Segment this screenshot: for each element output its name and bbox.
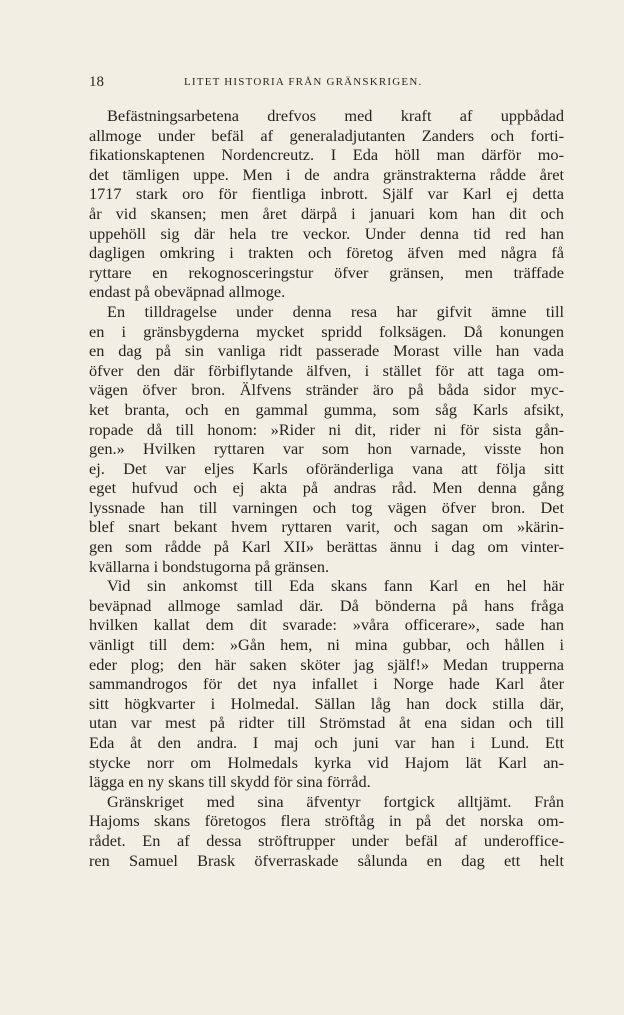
text-line: 1717 stark oro för fientliga inbrott. Själf var Karl ej detta (89, 184, 564, 204)
text-line: kvällarna i bondstugorna på gränsen. (89, 556, 330, 576)
text-line: Hajoms skans företogos flera ströftåg in på det norska om- (89, 811, 564, 831)
body-text (89, 106, 564, 870)
text-line: rådet. En af dessa ströftrupper under befäl af underoffice- (89, 830, 564, 850)
text-line: En tilldragelse under denna resa har gifvit ämne till (107, 301, 564, 321)
text-line: stycke norr om Holmedals kyrka vid Hajom lät Karl an- (89, 752, 564, 772)
text-line: Eda åt den andra. I maj och juni var han i Lund. Ett (89, 733, 564, 752)
text-line: ren Samuel Brask öfverraskade sålunda en dag ett helt (89, 850, 564, 870)
text-line: eder plog; den här saken sköter jag själf!» Medan trupperna (89, 654, 564, 674)
text-line: hvilken kallat dem dit svarade: »våra officerare», sade han (89, 615, 564, 635)
running-title: LITET HISTORIA FRÅN GRÄNSKRIGEN. (184, 76, 423, 88)
text-line: ej. Det var eljes Karls oföränderliga vana att följa sitt (89, 458, 564, 478)
text-line: öfver den där förbiflytande älfven, i stället för att taga om- (89, 360, 564, 380)
text-line: lägga en ny skans till skydd för sina förråd. (89, 772, 371, 792)
page-number: 18 (89, 74, 104, 90)
text-line: Befästningsarbetena drefvos med kraft af uppbådad (107, 106, 564, 125)
text-line: ket branta, och en gammal gumma, som såg Karls afsikt, (89, 399, 564, 419)
text-line: sammandrogos för det nya infallet i Norge hade Karl åter (89, 674, 564, 694)
text-line: gen.» Hvilken ryttaren var som hon varnade, visste hon (89, 439, 564, 459)
text-line: dagligen omkring i trakten och företog äfven med några få (89, 243, 564, 263)
text-line: det tämligen uppe. Men i de andra gränstrakterna rådde året (89, 164, 564, 184)
text-line: lyssnade han till varningen och tog vägen öfver bron. Det (89, 497, 564, 517)
text-line: fikationskaptenen Nordencreutz. I Eda höll man därför mo- (89, 145, 564, 165)
text-line: vänligt till dem: »Gån hem, ni mina gubbar, och hållen i (89, 635, 564, 655)
text-line: Gränskriget med sina äfventyr fortgick alltjämt. Från (107, 791, 564, 811)
text-line: gen som rådde på Karl XII» berättas ännu i dag om vinter- (89, 537, 564, 557)
text-line: utan var mest på ridter till Strömstad åt ena sidan och till (89, 713, 564, 733)
text-line: en i gränsbygderna mycket spridd folksägen. Då konungen (89, 321, 564, 341)
text-line: vägen öfver bron. Älfvens stränder äro på båda sidor myc- (89, 380, 564, 400)
text-line: eget hufvud och ej akta på andras råd. Men denna gång (89, 478, 564, 498)
text-line: en dag på sin vanliga ridt passerade Morast ville han vada (89, 341, 564, 361)
page-header (89, 74, 564, 94)
text-line: ryttare en rekognosceringstur öfver gränsen, men träffade (89, 262, 564, 282)
text-line: blef snart bekant hvem ryttaren varit, och sagan om »kärin- (89, 517, 564, 537)
text-line: beväpnad allmoge samlad där. Då bönderna på hans fråga (89, 595, 564, 615)
text-line: endast på obeväpnad allmoge. (89, 282, 286, 302)
text-line: år vid skansen; men året därpå i januari kom han dit och (89, 203, 564, 223)
text-line: ropade då till honom: »Rider ni dit, rider ni för sista gån- (89, 419, 564, 439)
text-line: uppehöll sig där hela tre veckor. Under denna tid red han (89, 223, 564, 243)
text-line: allmoge under befäl af generaladjutanten Zanders och forti- (89, 125, 564, 145)
text-line: Vid sin ankomst till Eda skans fann Karl en hel här (107, 576, 564, 596)
text-line: sitt högkvarter i Holmedal. Sällan låg han dock stilla där, (89, 693, 564, 713)
